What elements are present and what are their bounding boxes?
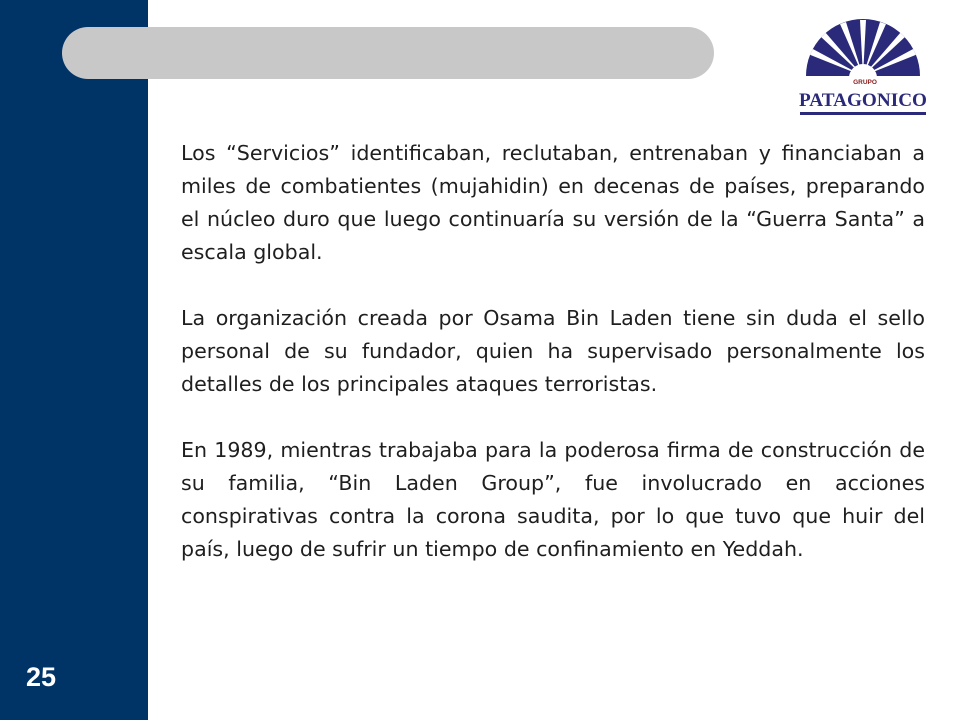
paragraph: La organización creada por Osama Bin Laden tiene sin duda el sello personal de su fundador, quien ha supervisado personalmente los detalles de los principales ataques terroristas. bbox=[181, 306, 925, 396]
paragraph: En 1989, mientras trabajaba para la poderosa firma de construcción de su familia, “Bin Laden Group”, fue involucrado en acciones conspirativas contra la corona saudita, por lo que tuvo que huir del país, luego de sufrir un tiempo de confinamiento en Yeddah. bbox=[181, 438, 925, 561]
paragraph: Los “Servicios” identificaban, reclutaban, entrenaban y financiaban a miles de combatientes (mujahidin) en decenas de países, preparando el núcleo duro que luego continuaría su versión de la “Guerra Santa” a escala global. bbox=[181, 141, 925, 264]
slide-body bbox=[181, 137, 925, 599]
page-number: 25 bbox=[25, 662, 57, 692]
title-bar bbox=[62, 27, 714, 79]
logo-top-text: GRUPO bbox=[853, 79, 877, 86]
grupo-patagonico-logo bbox=[796, 18, 930, 118]
logo-main-text: PATAGONICO bbox=[799, 90, 927, 111]
left-sidebar bbox=[0, 0, 148, 720]
